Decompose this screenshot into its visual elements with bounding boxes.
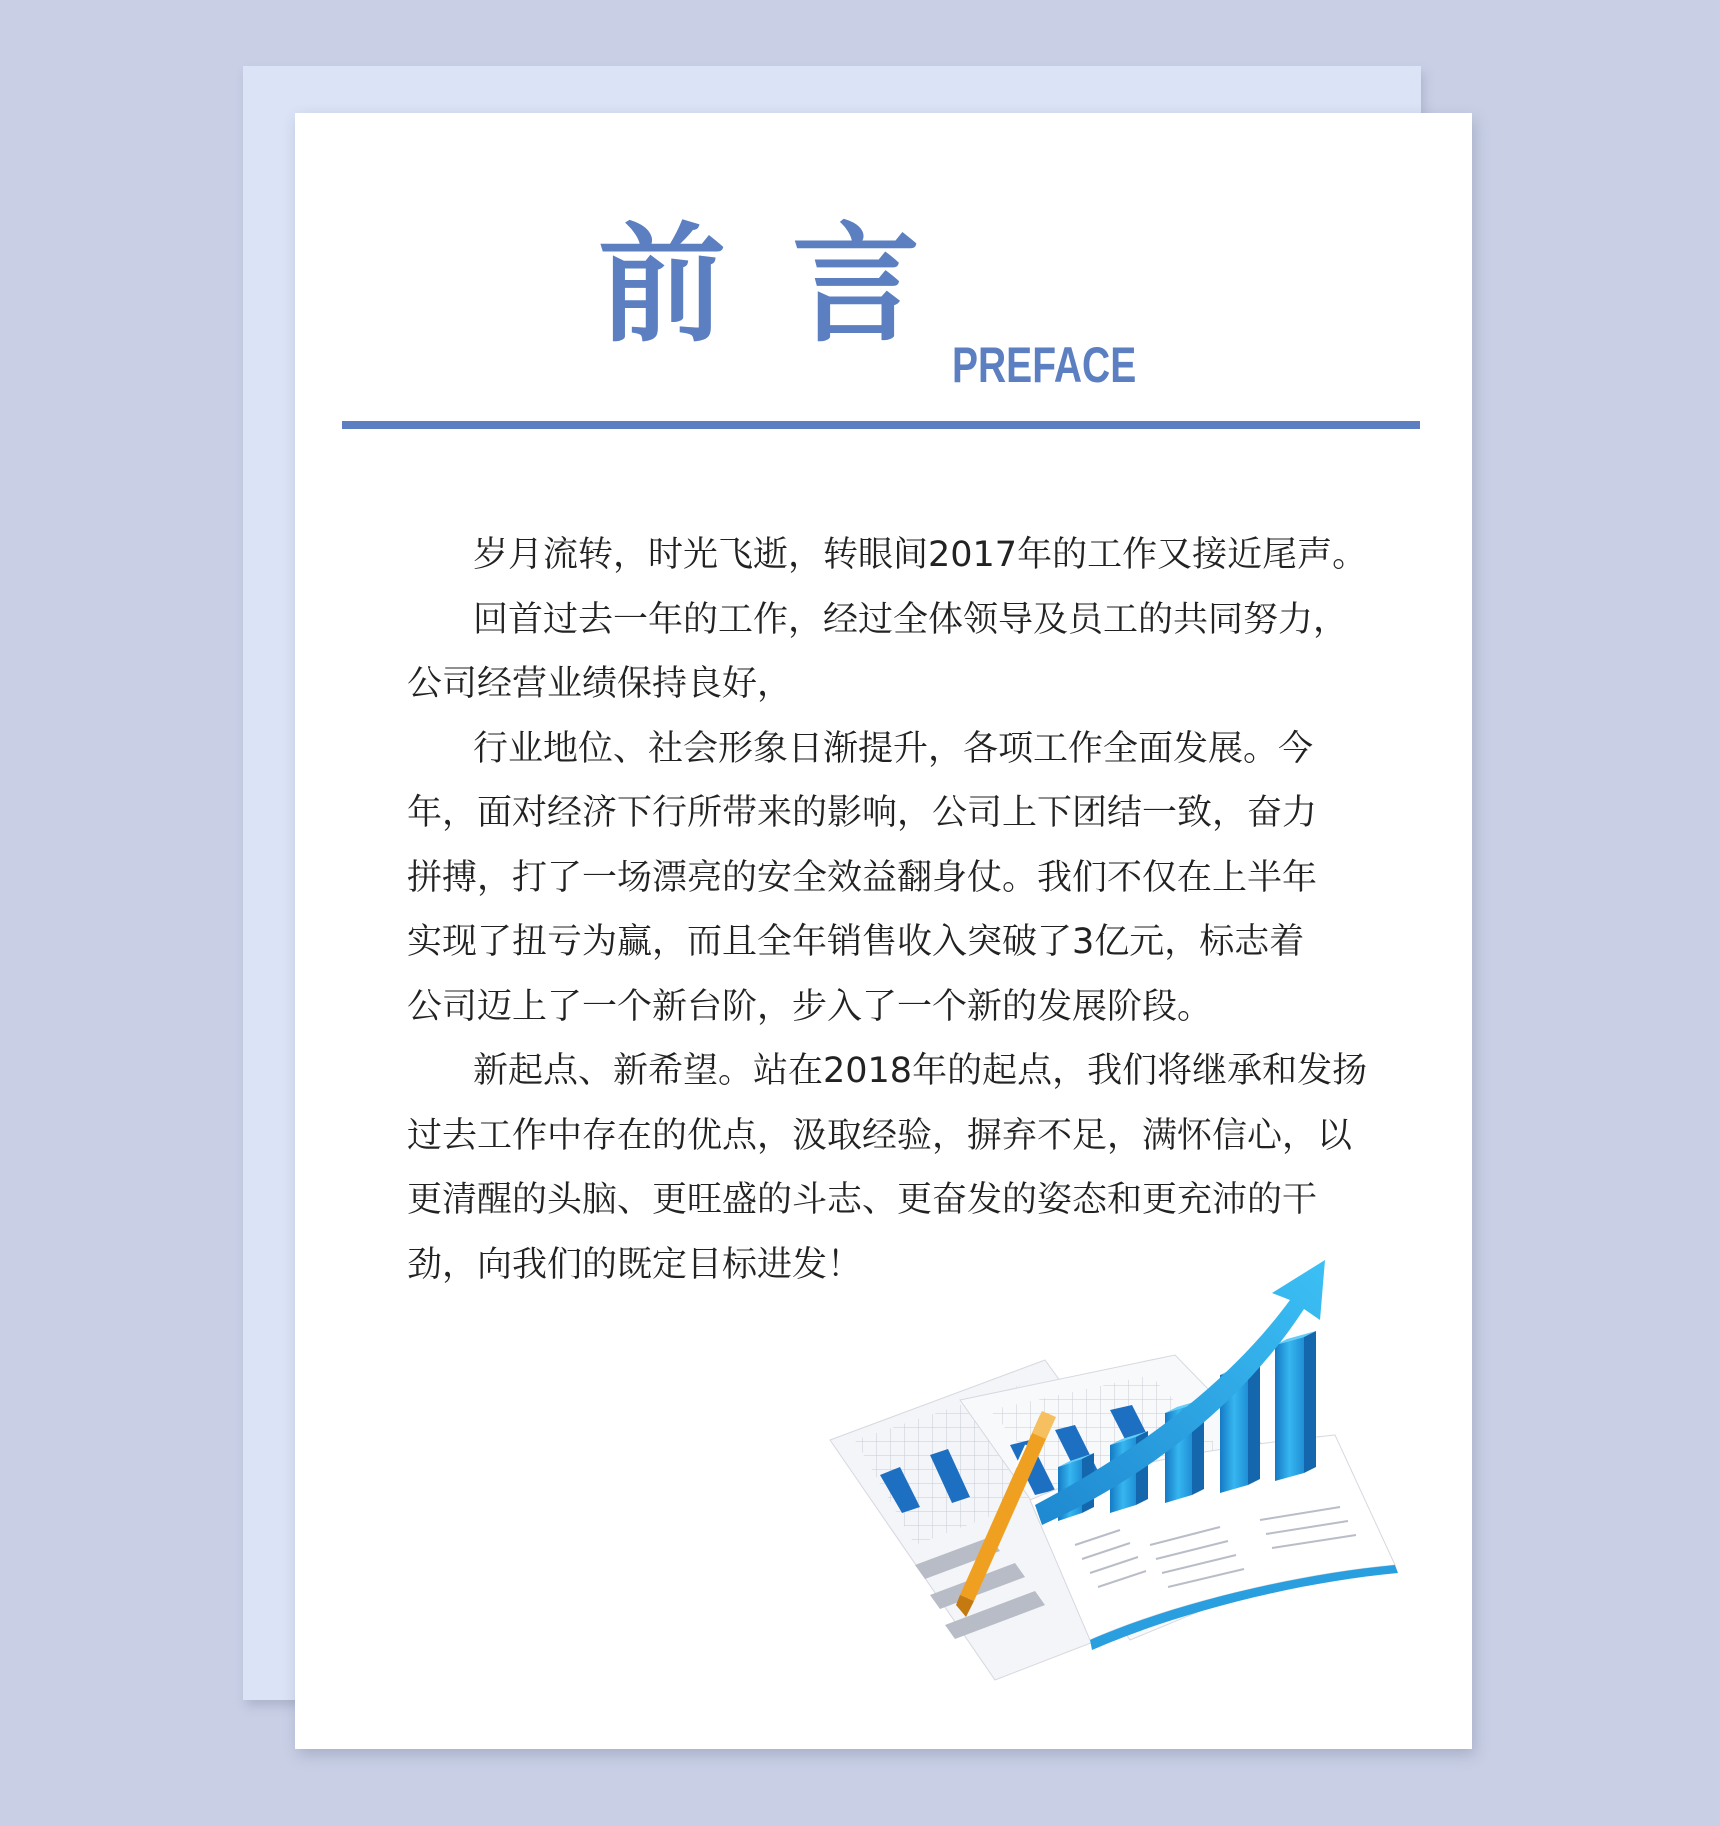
title-divider	[342, 421, 1420, 429]
text-line: 过去工作中存在的优点，汲取经验，摒弃不足，满怀信心，以	[407, 1115, 1353, 1156]
text-line: 公司经营业绩保持良好，	[407, 664, 793, 704]
text-line: 行业地位、社会形象日渐提升，各项工作全面发展。今	[473, 728, 1314, 769]
page-title: 前言	[598, 211, 987, 360]
text-line: 劲，向我们的既定目标进发！	[407, 1244, 863, 1285]
text-line: 公司迈上了一个新台阶，步入了一个新的发展阶段。	[407, 986, 1213, 1027]
page-subtitle: PREFACE	[952, 337, 1137, 393]
text-line: 年，面对经济下行所带来的影响，公司上下团结一致，奋力	[407, 793, 1318, 833]
text-line: 拼搏，打了一场漂亮的安全效益翻身仗。我们不仅在上半年	[407, 857, 1318, 898]
growth-chart-with-arrow-icon	[820, 1245, 1420, 1685]
text-line: 岁月流转，时光飞逝，转眼间2017年的工作又接近尾声。	[473, 535, 1368, 575]
text-line: 实现了扭亏为赢，而且全年销售收入突破了3亿元，标志着	[407, 922, 1305, 962]
text-line: 回首过去一年的工作，经过全体领导及员工的共同努力，	[473, 599, 1349, 640]
text-line: 更清醒的头脑、更旺盛的斗志、更奋发的姿态和更充沛的干	[407, 1180, 1318, 1220]
text-line: 新起点、新希望。站在2018年的起点，我们将继承和发扬	[473, 1051, 1368, 1091]
preface-body	[407, 523, 1407, 1297]
